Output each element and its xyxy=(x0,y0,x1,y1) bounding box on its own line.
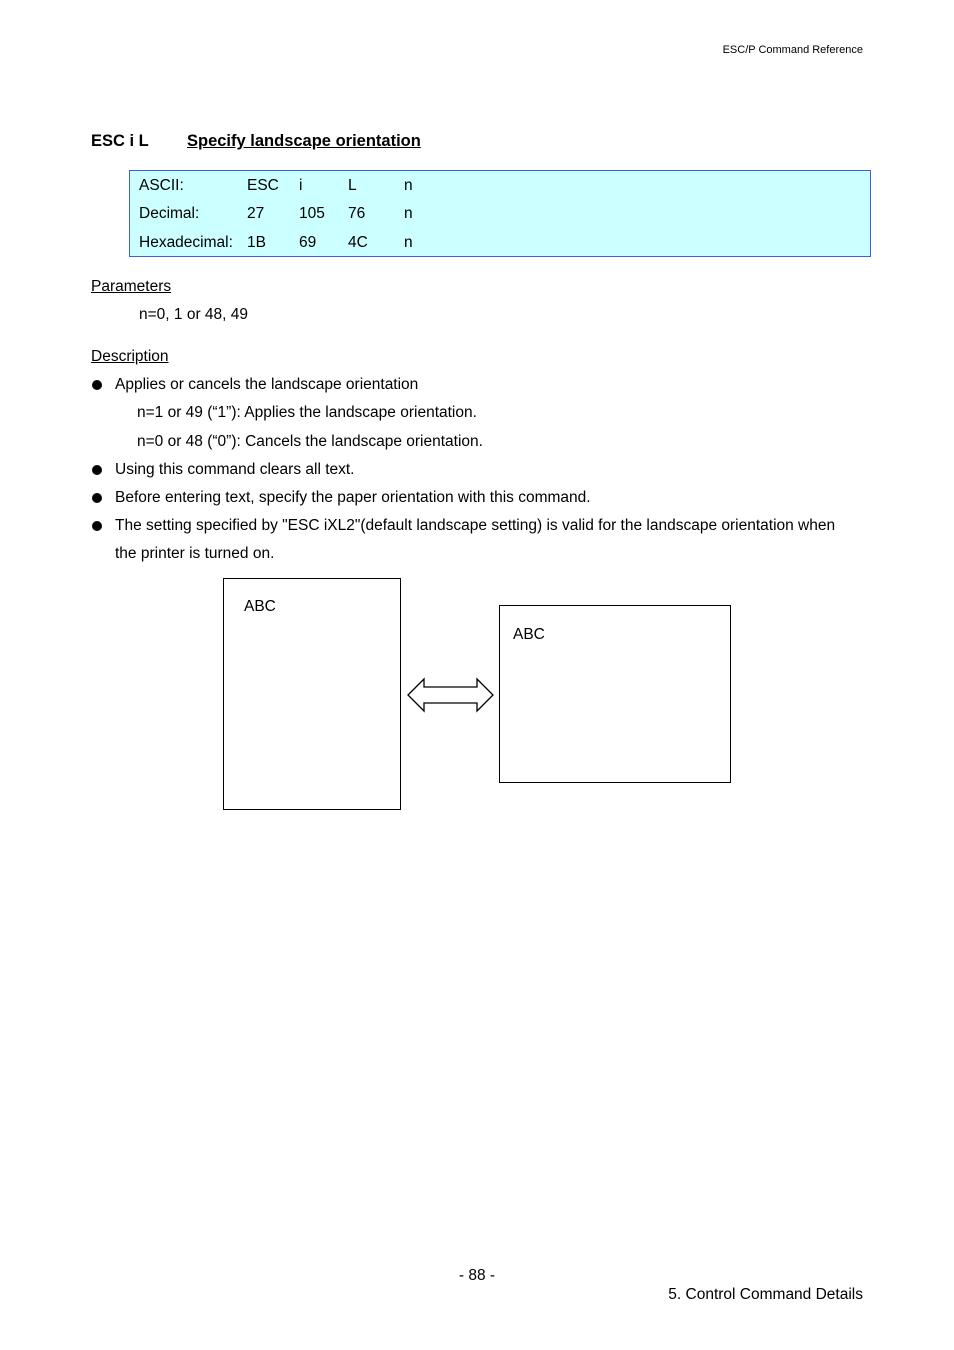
bullet-text: Applies or cancels the landscape orientation xyxy=(115,376,419,393)
code-cell: n xyxy=(404,205,413,222)
chapter-footer: 5. Control Command Details xyxy=(668,1286,863,1303)
row-label: Hexadecimal: xyxy=(139,234,233,251)
page-number: - 88 - xyxy=(458,1267,496,1284)
landscape-paper-label: ABC xyxy=(513,626,545,643)
double-arrow-icon xyxy=(406,676,496,714)
code-cell: n xyxy=(404,177,413,194)
code-cell: 69 xyxy=(299,234,317,251)
code-cell: L xyxy=(348,177,357,194)
portrait-paper-label: ABC xyxy=(244,598,276,615)
code-cell: 76 xyxy=(348,205,366,222)
code-cell: 105 xyxy=(299,205,325,222)
parameters-heading: Parameters xyxy=(91,278,172,295)
bullet-icon xyxy=(92,521,102,531)
bullet-text: Using this command clears all text. xyxy=(115,461,355,478)
bullet-icon xyxy=(92,380,102,390)
bullet-subtext: n=0 or 48 (“0”): Cancels the landscape orientation. xyxy=(137,433,483,450)
code-cell: 27 xyxy=(247,205,265,222)
bullet-text: The setting specified by "ESC iXL2"(default landscape setting) is valid for the landscape orientation when xyxy=(115,517,836,534)
code-cell: 1B xyxy=(247,234,266,251)
bullet-icon xyxy=(92,465,102,475)
command-code-table xyxy=(129,170,871,257)
code-cell: ESC xyxy=(247,177,279,194)
row-label: ASCII: xyxy=(139,177,184,194)
bullet-subtext: n=1 or 49 (“1”): Applies the landscape orientation. xyxy=(137,404,477,421)
command-name: ESC i L xyxy=(91,132,149,150)
bullet-icon xyxy=(92,493,102,503)
running-header: ESC/P Command Reference xyxy=(722,44,863,56)
parameters-text: n=0, 1 or 48, 49 xyxy=(139,306,249,323)
section-title xyxy=(91,132,421,151)
code-cell: n xyxy=(404,234,413,251)
bullet-text-continued: the printer is turned on. xyxy=(115,545,275,562)
landscape-paper xyxy=(499,605,731,783)
command-description: Specify landscape orientation xyxy=(187,132,421,150)
code-cell: 4C xyxy=(348,234,368,251)
bullet-text: Before entering text, specify the paper orientation with this command. xyxy=(115,489,591,506)
portrait-paper xyxy=(223,578,401,810)
description-heading: Description xyxy=(91,348,169,365)
code-cell: i xyxy=(299,177,303,194)
row-label: Decimal: xyxy=(139,205,200,222)
